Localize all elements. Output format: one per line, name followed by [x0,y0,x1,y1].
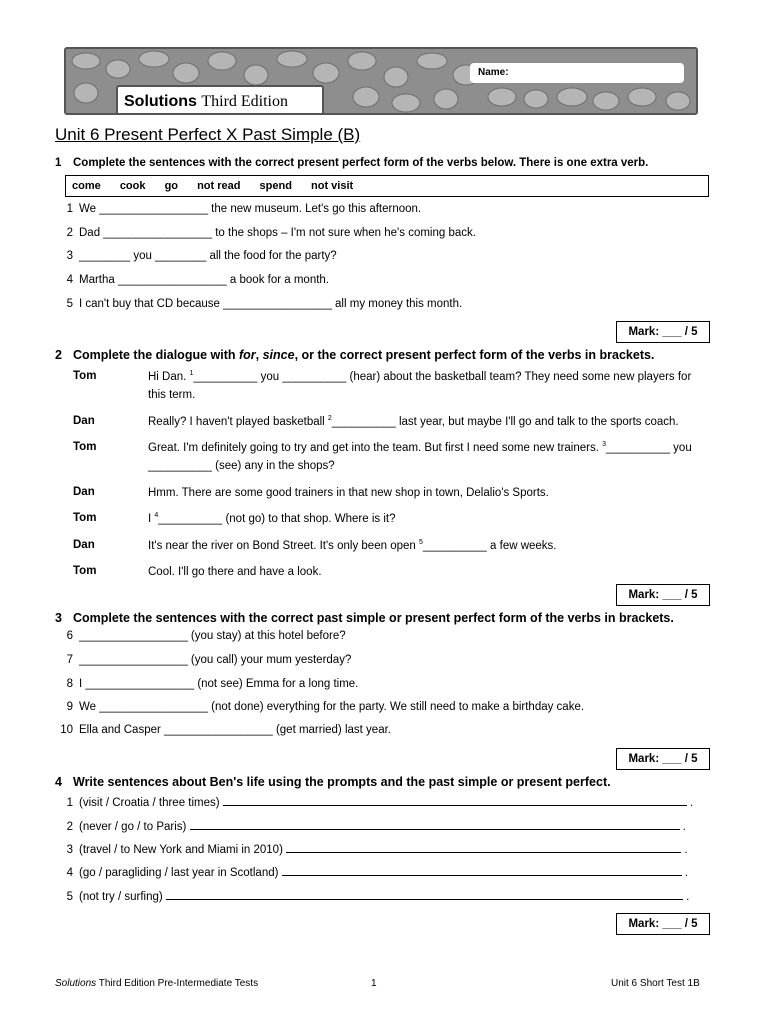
q4-item: 2 (never / go / to Paris) . [66,821,686,833]
q2-mark-box: Mark: ___ / 5 [616,584,710,606]
page-number: 1 [371,978,377,989]
answer-line[interactable] [282,865,682,876]
q3-mark-box: Mark: ___ / 5 [616,748,710,770]
q4-instruction: 4 Write sentences about Ben's life using the prompts and the past simple or present perfect. [55,775,611,789]
q4-item: 4 (go / paragliding / last year in Scotland) . [66,867,689,879]
q4-mark-box: Mark: ___ / 5 [616,913,710,935]
name-field[interactable] [470,63,684,83]
q4-item: 1 (visit / Croatia / three times) . [66,797,694,809]
q3-item: 8 I _________________ (not see) Emma for a long time. [66,678,359,690]
speaker-name: Tom [73,370,97,382]
answer-line[interactable] [286,842,681,853]
brand-logo [116,85,324,115]
speaker-name: Dan [73,539,95,551]
q3-item: 7 _________________ (you call) your mum yesterday? [66,654,352,666]
q3-item: 6 _________________ (you stay) at this hotel before? [66,630,346,642]
footer-left: Solutions Third Edition Pre-Intermediate Tests [55,978,259,989]
brand-edition: Third Edition [201,93,288,110]
answer-line[interactable] [166,889,683,900]
word: come [72,180,101,192]
q1-word-box [65,175,709,197]
dialogue-line: Hi Dan. $^1$__________ you __________ (hear) about the basketball team? They need some new players for this term. [148,370,692,401]
answer-line[interactable] [223,795,687,806]
q1-item: 5 I can't buy that CD because _________________ all my money this month. [66,298,463,310]
q1-instruction: 1 Complete the sentences with the correct present perfect form of the verbs below. There is one extra verb. [55,157,649,169]
speaker-name: Tom [73,512,97,524]
name-label: Name: [478,67,509,78]
dialogue-line: Hmm. There are some good trainers in that new shop in town, Delalio's Sports. [148,487,549,499]
word: spend [259,180,292,192]
q3-instruction: 3 Complete the sentences with the correct past simple or present perfect form of the verbs in brackets. [55,611,674,625]
q1-item: 4 Martha _________________ a book for a month. [66,274,329,286]
q1-mark-box: Mark: ___ / 5 [616,321,710,343]
footer-right: Unit 6 Short Test 1B [611,978,700,989]
dialogue-line: I $^4$__________ (not go) to that shop. Where is it? [148,512,396,525]
dialogue-line: Really? I haven't played basketball $^2$__________ last year, but maybe I'll go and talk to the sports coach. [148,415,679,428]
answer-line[interactable] [190,819,680,830]
q3-item: 10 Ella and Casper _________________ (get married) last year. [60,724,391,736]
dialogue-line: Cool. I'll go there and have a look. [148,566,322,578]
q3-item: 9 We _________________ (not done) everything for the party. We still need to make a birthday cake. [66,701,585,713]
speaker-name: Dan [73,486,95,498]
word: cook [119,180,146,192]
q1-item: 2 Dad _________________ to the shops – I'm not sure when he's coming back. [66,227,476,239]
q4-item: 5 (not try / surfing) . [66,891,690,903]
q4-item: 3 (travel / to New York and Miami in 2010) . [66,844,688,856]
dialogue-line: It's near the river on Bond Street. It's only been open $^5$__________ a few weeks. [148,539,557,552]
speaker-name: Tom [73,441,97,453]
word: not read [197,180,241,192]
speaker-name: Tom [73,565,97,577]
q2-instruction: 2 Complete the dialogue with for, since, or the correct present perfect form of the verbs in brackets. [55,348,655,362]
word: go [164,180,179,192]
q1-item: 3 ________ you ________ all the food for the party? [66,250,337,262]
dialogue-line: Great. I'm definitely going to try and get into the team. But first I need some new trainers. $^3$__________ you __________ (see) any in the shops? [148,441,692,472]
brand-bold: Solutions [124,93,197,110]
word: not visit [311,180,354,192]
page-title: Unit 6 Present Perfect X Past Simple (B) [55,125,361,144]
speaker-name: Dan [73,415,95,427]
q1-item: 1 We _________________ the new museum. Let's go this afternoon. [66,203,422,215]
header-banner [64,47,698,115]
